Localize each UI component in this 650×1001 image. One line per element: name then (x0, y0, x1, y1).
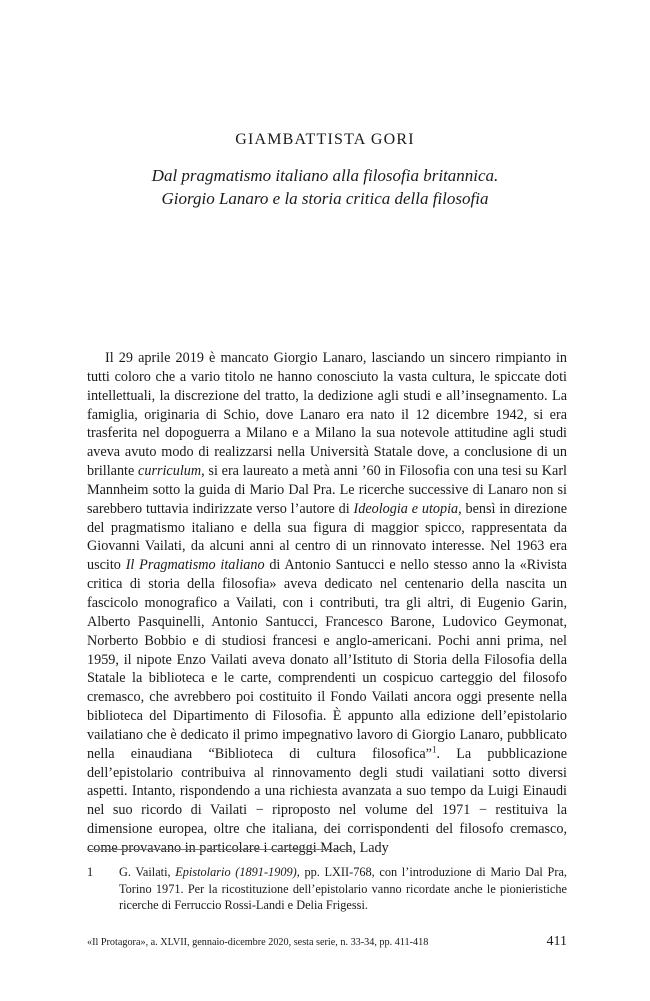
footnote-text-segment: , pp. LXII-768, con l’introduzione di Mario Dal Pra, Torino 1971. Per la ricostituzione dell’epistolario vanno ricordate anche le pionieristiche ricerche di Ferruccio Rossi-Landi e Delia Frigessi. (119, 865, 567, 913)
footnote-number: 1 (87, 865, 94, 879)
body-text-segment: Il 29 aprile 2019 è mancato Giorgio Lanaro, lasciando un sincero rimpianto in tutti coloro che a vario titolo ne hanno conosciuto la vasta cultura, le spiccate doti intellettuali, la discrezione del tratto, la dedizione agli studi e all’insegnamento. La famiglia, originaria di Schio, dove Lanaro era nato il 12 dicembre 1942, si era trasferita nel dopoguerra a Milano e a Milano la sua notevole attitudine agli studi aveva avuto modo di realizzarsi nella Università Statale dove, a conclusione di un brillante (87, 350, 567, 480)
italic-term: curriculum (138, 463, 202, 480)
body-paragraph (87, 349, 567, 858)
footnote-reference[interactable]: 1 (431, 743, 437, 754)
footnote-italic-title: Epistolario (1891-1909) (175, 865, 297, 879)
article-title (0, 164, 650, 210)
footnote-text (119, 864, 567, 914)
body-text-segment: . La pubblicazione dell’epistolario contribuiva al rinnovamento degli studi vailatiani sotto diversi aspetti. Intanto, rispondendo a una richiesta avanzata a suo tempo da Luigi Einaudi nel suo ricordo di Vailati − riproposto nel volume del 1971 − restituiva la dimensione europea, oltre che italiana, dei corrispondenti del filosofo cremasco, come provavano in particolare i carteggi Mach, Lady (87, 745, 567, 856)
running-footer (87, 934, 567, 950)
footnote-separator (87, 849, 352, 850)
article-title-line-1: Dal pragmatismo italiano alla filosofia britannica. (151, 166, 499, 185)
footnote-text-segment: G. Vailati, (119, 865, 176, 879)
page-number: 411 (546, 934, 567, 949)
footnote (87, 864, 567, 914)
italic-book-title: Il Pragmatismo italiano (125, 557, 265, 574)
body-text-segment: , si era laureato a metà anni ’60 in Filosofia con una tesi su Karl Mannheim sotto la guida di Mario Dal Pra. Le ricerche successive di Lanaro non si sarebbero tuttavia indirizzate verso l’autore di (87, 463, 567, 517)
italic-book-title: Ideologia e utopia (353, 500, 459, 517)
body-text-segment: di Antonio Santucci e nello stesso anno la «Rivista critica di storia della filosofia» aveva dedicato nel centenario della nascita un fascicolo monografico a Vailati, con i contributi, tra gli altri, di Eugenio Garin, Alberto Pasquinelli, Antonio Santucci, Francesco Barone, Ludovico Geymonat, Norberto Bobbio e di studiosi francesi e anglo-americani. Pochi anni prima, nel 1959, il nipote Enzo Vailati aveva donato all’Istituto di Storia della Filosofia della Statale la biblioteca e le carte, comprendenti un cospicuo carteggio del filosofo cremasco, che avrebbero poi costituito il Fondo Vailati ancora oggi presente nella biblioteca del Dipartimento di Filosofia. È appunto alla edizione dell’epistolario vailatiano che è dedicato il primo impegnativo lavoro di Giorgio Lanaro, pubblicato nella einaudiana “Biblioteca di cultura filosofica” (87, 557, 567, 762)
body-text-segment: , bensì in direzione del pragmatismo italiano e della sua figura di maggior spicco, rappresentata da Giovanni Vailati, da alcuni anni al centro di un rinnovato interesse. Nel 1963 era uscito (87, 500, 567, 574)
article-body (87, 349, 567, 858)
journal-citation: «Il Protagora», a. XLVII, gennaio-dicembre 2020, sesta serie, n. 33-34, pp. 411-418 (87, 937, 429, 948)
article-title-line-2: Giorgio Lanaro e la storia critica della filosofia (161, 189, 489, 208)
article-author: GIAMBATTISTA GORI (235, 131, 415, 148)
